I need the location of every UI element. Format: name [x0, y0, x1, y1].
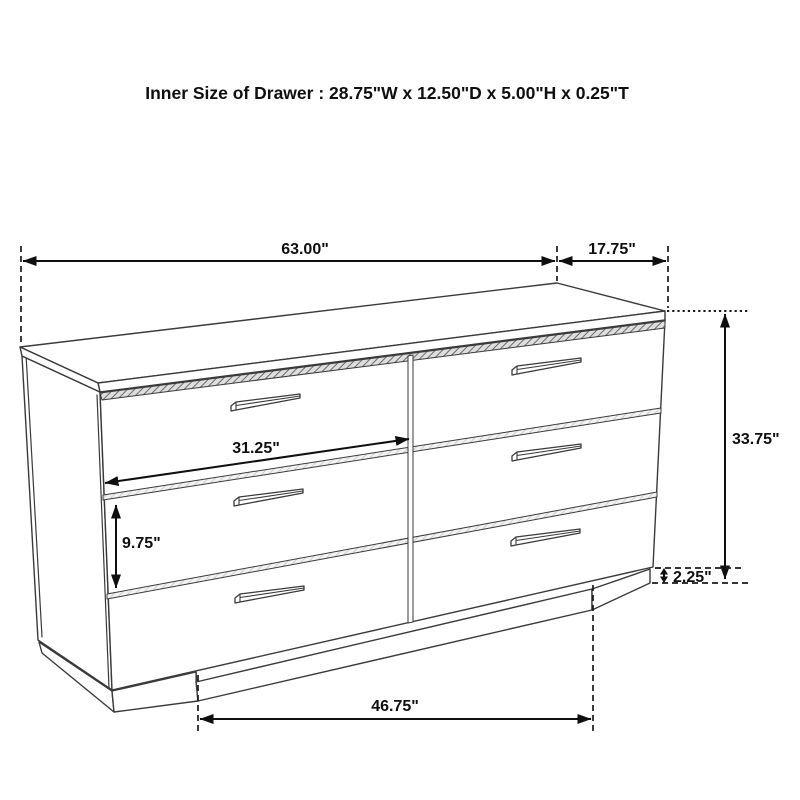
dimension-label: 63.00" — [281, 241, 329, 258]
up-arrowhead-icon — [660, 568, 668, 575]
center-divider — [408, 355, 413, 623]
down-arrowhead-icon — [660, 577, 668, 584]
dimension-label: 33.75" — [732, 431, 780, 448]
dimension-label: 31.25" — [232, 440, 280, 457]
dimension-label: 2.25" — [673, 569, 712, 586]
dimension-label: 17.75" — [588, 241, 636, 258]
diagram-title: Inner Size of Drawer : 28.75"W x 12.50"D x 5.00"H x 0.25"T — [145, 83, 629, 103]
dimension-label: 9.75" — [122, 535, 161, 552]
dimension-base-height — [652, 568, 748, 586]
dresser-figure — [20, 283, 665, 712]
dimension-overall-height — [667, 311, 780, 579]
dimension-label: 46.75" — [371, 698, 419, 715]
